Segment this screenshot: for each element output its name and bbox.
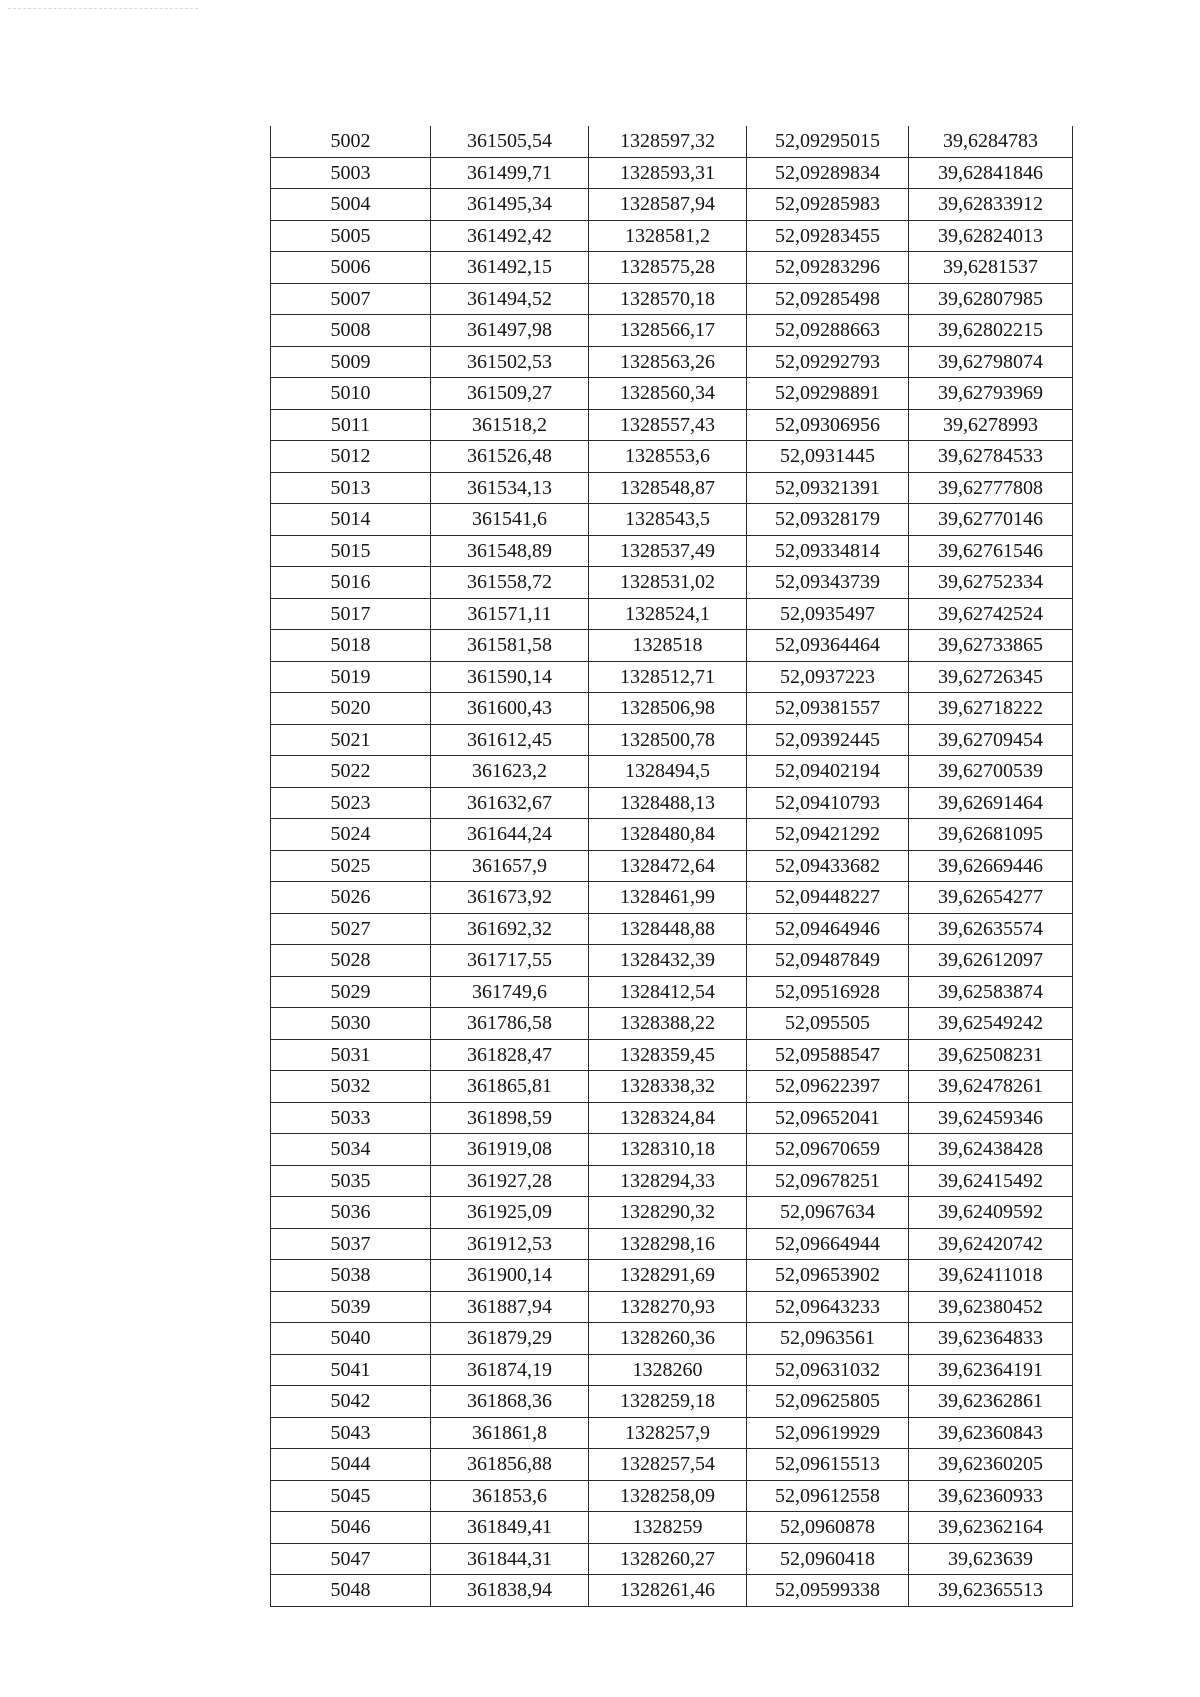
longitude-cell: 39,62742524 (909, 598, 1073, 630)
table-row (271, 1291, 1073, 1323)
x-coordinate-cell: 361692,32 (431, 913, 589, 945)
latitude-cell: 52,09364464 (747, 630, 909, 662)
longitude-cell: 39,62459346 (909, 1102, 1073, 1134)
x-coordinate-cell: 361492,42 (431, 220, 589, 252)
table-row (271, 882, 1073, 914)
table-row (271, 1071, 1073, 1103)
y-coordinate-cell: 1328257,54 (589, 1449, 747, 1481)
latitude-cell: 52,09298891 (747, 378, 909, 410)
point-number-cell: 5031 (271, 1039, 431, 1071)
y-coordinate-cell: 1328260,27 (589, 1543, 747, 1575)
longitude-cell: 39,6284783 (909, 126, 1073, 157)
point-number-cell: 5002 (271, 126, 431, 157)
table-row (271, 126, 1073, 157)
x-coordinate-cell: 361828,47 (431, 1039, 589, 1071)
latitude-cell: 52,09487849 (747, 945, 909, 977)
longitude-cell: 39,62409592 (909, 1197, 1073, 1229)
x-coordinate-cell: 361612,45 (431, 724, 589, 756)
latitude-cell: 52,09643233 (747, 1291, 909, 1323)
latitude-cell: 52,09328179 (747, 504, 909, 536)
point-number-cell: 5032 (271, 1071, 431, 1103)
table-row (271, 598, 1073, 630)
y-coordinate-cell: 1328512,71 (589, 661, 747, 693)
latitude-cell: 52,09402194 (747, 756, 909, 788)
table-row (271, 1449, 1073, 1481)
longitude-cell: 39,62415492 (909, 1165, 1073, 1197)
y-coordinate-cell: 1328270,93 (589, 1291, 747, 1323)
longitude-cell: 39,62798074 (909, 346, 1073, 378)
x-coordinate-cell: 361492,15 (431, 252, 589, 284)
point-number-cell: 5011 (271, 409, 431, 441)
coordinates-table (270, 126, 1073, 1607)
latitude-cell: 52,09410793 (747, 787, 909, 819)
table-row (271, 1039, 1073, 1071)
point-number-cell: 5019 (271, 661, 431, 693)
y-coordinate-cell: 1328388,22 (589, 1008, 747, 1040)
latitude-cell: 52,09599338 (747, 1575, 909, 1607)
y-coordinate-cell: 1328258,09 (589, 1480, 747, 1512)
y-coordinate-cell: 1328461,99 (589, 882, 747, 914)
latitude-cell: 52,09321391 (747, 472, 909, 504)
x-coordinate-cell: 361548,89 (431, 535, 589, 567)
point-number-cell: 5036 (271, 1197, 431, 1229)
table-row (271, 1512, 1073, 1544)
latitude-cell: 52,0967634 (747, 1197, 909, 1229)
point-number-cell: 5015 (271, 535, 431, 567)
y-coordinate-cell: 1328570,18 (589, 283, 747, 315)
longitude-cell: 39,62841846 (909, 157, 1073, 189)
point-number-cell: 5035 (271, 1165, 431, 1197)
point-number-cell: 5048 (271, 1575, 431, 1607)
table-row (271, 1260, 1073, 1292)
table-row (271, 787, 1073, 819)
point-number-cell: 5014 (271, 504, 431, 536)
y-coordinate-cell: 1328553,6 (589, 441, 747, 473)
y-coordinate-cell: 1328261,46 (589, 1575, 747, 1607)
x-coordinate-cell: 361849,41 (431, 1512, 589, 1544)
latitude-cell: 52,09464946 (747, 913, 909, 945)
x-coordinate-cell: 361927,28 (431, 1165, 589, 1197)
table-row (271, 504, 1073, 536)
table-row (271, 1480, 1073, 1512)
x-coordinate-cell: 361673,92 (431, 882, 589, 914)
latitude-cell: 52,0963561 (747, 1323, 909, 1355)
point-number-cell: 5046 (271, 1512, 431, 1544)
point-number-cell: 5006 (271, 252, 431, 284)
longitude-cell: 39,62718222 (909, 693, 1073, 725)
y-coordinate-cell: 1328557,43 (589, 409, 747, 441)
y-coordinate-cell: 1328294,33 (589, 1165, 747, 1197)
table-row (271, 315, 1073, 347)
point-number-cell: 5017 (271, 598, 431, 630)
x-coordinate-cell: 361844,31 (431, 1543, 589, 1575)
latitude-cell: 52,09612558 (747, 1480, 909, 1512)
point-number-cell: 5047 (271, 1543, 431, 1575)
y-coordinate-cell: 1328587,94 (589, 189, 747, 221)
x-coordinate-cell: 361644,24 (431, 819, 589, 851)
y-coordinate-cell: 1328548,87 (589, 472, 747, 504)
x-coordinate-cell: 361657,9 (431, 850, 589, 882)
latitude-cell: 52,09664944 (747, 1228, 909, 1260)
longitude-cell: 39,62360205 (909, 1449, 1073, 1481)
y-coordinate-cell: 1328290,32 (589, 1197, 747, 1229)
latitude-cell: 52,09678251 (747, 1165, 909, 1197)
y-coordinate-cell: 1328488,13 (589, 787, 747, 819)
y-coordinate-cell: 1328359,45 (589, 1039, 747, 1071)
longitude-cell: 39,62793969 (909, 378, 1073, 410)
y-coordinate-cell: 1328259 (589, 1512, 747, 1544)
point-number-cell: 5033 (271, 1102, 431, 1134)
x-coordinate-cell: 361497,98 (431, 315, 589, 347)
point-number-cell: 5034 (271, 1134, 431, 1166)
latitude-cell: 52,09631032 (747, 1354, 909, 1386)
point-number-cell: 5038 (271, 1260, 431, 1292)
longitude-cell: 39,62761546 (909, 535, 1073, 567)
x-coordinate-cell: 361632,67 (431, 787, 589, 819)
x-coordinate-cell: 361874,19 (431, 1354, 589, 1386)
longitude-cell: 39,62691464 (909, 787, 1073, 819)
table-row (271, 724, 1073, 756)
table-row (271, 1386, 1073, 1418)
latitude-cell: 52,0960878 (747, 1512, 909, 1544)
longitude-cell: 39,62360843 (909, 1417, 1073, 1449)
longitude-cell: 39,62833912 (909, 189, 1073, 221)
latitude-cell: 52,09381557 (747, 693, 909, 725)
longitude-cell: 39,62438428 (909, 1134, 1073, 1166)
point-number-cell: 5039 (271, 1291, 431, 1323)
y-coordinate-cell: 1328566,17 (589, 315, 747, 347)
latitude-cell: 52,09295015 (747, 126, 909, 157)
x-coordinate-cell: 361838,94 (431, 1575, 589, 1607)
table-row (271, 252, 1073, 284)
latitude-cell: 52,09421292 (747, 819, 909, 851)
y-coordinate-cell: 1328518 (589, 630, 747, 662)
table-row (271, 756, 1073, 788)
table-row (271, 1228, 1073, 1260)
table-row (271, 1575, 1073, 1607)
x-coordinate-cell: 361919,08 (431, 1134, 589, 1166)
longitude-cell: 39,62654277 (909, 882, 1073, 914)
point-number-cell: 5026 (271, 882, 431, 914)
x-coordinate-cell: 361499,71 (431, 157, 589, 189)
longitude-cell: 39,62362164 (909, 1512, 1073, 1544)
latitude-cell: 52,09289834 (747, 157, 909, 189)
y-coordinate-cell: 1328259,18 (589, 1386, 747, 1418)
y-coordinate-cell: 1328575,28 (589, 252, 747, 284)
point-number-cell: 5021 (271, 724, 431, 756)
point-number-cell: 5023 (271, 787, 431, 819)
latitude-cell: 52,09615513 (747, 1449, 909, 1481)
x-coordinate-cell: 361900,14 (431, 1260, 589, 1292)
table-row (271, 1354, 1073, 1386)
x-coordinate-cell: 361786,58 (431, 1008, 589, 1040)
latitude-cell: 52,09288663 (747, 315, 909, 347)
latitude-cell: 52,09283296 (747, 252, 909, 284)
point-number-cell: 5037 (271, 1228, 431, 1260)
latitude-cell: 52,09292793 (747, 346, 909, 378)
longitude-cell: 39,62635574 (909, 913, 1073, 945)
point-number-cell: 5018 (271, 630, 431, 662)
x-coordinate-cell: 361495,34 (431, 189, 589, 221)
x-coordinate-cell: 361590,14 (431, 661, 589, 693)
y-coordinate-cell: 1328298,16 (589, 1228, 747, 1260)
y-coordinate-cell: 1328260,36 (589, 1323, 747, 1355)
table-row (271, 661, 1073, 693)
x-coordinate-cell: 361887,94 (431, 1291, 589, 1323)
x-coordinate-cell: 361912,53 (431, 1228, 589, 1260)
x-coordinate-cell: 361865,81 (431, 1071, 589, 1103)
x-coordinate-cell: 361861,8 (431, 1417, 589, 1449)
latitude-cell: 52,09622397 (747, 1071, 909, 1103)
x-coordinate-cell: 361600,43 (431, 693, 589, 725)
table-row (271, 976, 1073, 1008)
x-coordinate-cell: 361534,13 (431, 472, 589, 504)
longitude-cell: 39,623639 (909, 1543, 1073, 1575)
point-number-cell: 5025 (271, 850, 431, 882)
longitude-cell: 39,62669446 (909, 850, 1073, 882)
y-coordinate-cell: 1328432,39 (589, 945, 747, 977)
point-number-cell: 5010 (271, 378, 431, 410)
latitude-cell: 52,09343739 (747, 567, 909, 599)
point-number-cell: 5028 (271, 945, 431, 977)
table-row (271, 1417, 1073, 1449)
y-coordinate-cell: 1328524,1 (589, 598, 747, 630)
y-coordinate-cell: 1328597,32 (589, 126, 747, 157)
y-coordinate-cell: 1328338,32 (589, 1071, 747, 1103)
table-row (271, 283, 1073, 315)
x-coordinate-cell: 361717,55 (431, 945, 589, 977)
point-number-cell: 5009 (271, 346, 431, 378)
longitude-cell: 39,62583874 (909, 976, 1073, 1008)
longitude-cell: 39,62364833 (909, 1323, 1073, 1355)
table-row (271, 378, 1073, 410)
latitude-cell: 52,09283455 (747, 220, 909, 252)
y-coordinate-cell: 1328260 (589, 1354, 747, 1386)
point-number-cell: 5012 (271, 441, 431, 473)
table-row (271, 1102, 1073, 1134)
table-row (271, 346, 1073, 378)
point-number-cell: 5024 (271, 819, 431, 851)
point-number-cell: 5022 (271, 756, 431, 788)
x-coordinate-cell: 361494,52 (431, 283, 589, 315)
table-row (271, 630, 1073, 662)
longitude-cell: 39,62365513 (909, 1575, 1073, 1607)
point-number-cell: 5027 (271, 913, 431, 945)
point-number-cell: 5004 (271, 189, 431, 221)
y-coordinate-cell: 1328480,84 (589, 819, 747, 851)
table-row (271, 157, 1073, 189)
longitude-cell: 39,62752334 (909, 567, 1073, 599)
longitude-cell: 39,62784533 (909, 441, 1073, 473)
table-row (271, 913, 1073, 945)
y-coordinate-cell: 1328543,5 (589, 504, 747, 536)
table-row (271, 1543, 1073, 1575)
y-coordinate-cell: 1328412,54 (589, 976, 747, 1008)
longitude-cell: 39,62420742 (909, 1228, 1073, 1260)
y-coordinate-cell: 1328531,02 (589, 567, 747, 599)
table-row (271, 409, 1073, 441)
table-row (271, 441, 1073, 473)
longitude-cell: 39,62824013 (909, 220, 1073, 252)
latitude-cell: 52,09588547 (747, 1039, 909, 1071)
table-row (271, 1008, 1073, 1040)
latitude-cell: 52,09306956 (747, 409, 909, 441)
latitude-cell: 52,0931445 (747, 441, 909, 473)
point-number-cell: 5044 (271, 1449, 431, 1481)
longitude-cell: 39,62807985 (909, 283, 1073, 315)
y-coordinate-cell: 1328310,18 (589, 1134, 747, 1166)
y-coordinate-cell: 1328506,98 (589, 693, 747, 725)
latitude-cell: 52,09625805 (747, 1386, 909, 1418)
latitude-cell: 52,09670659 (747, 1134, 909, 1166)
latitude-cell: 52,09285498 (747, 283, 909, 315)
longitude-cell: 39,62777808 (909, 472, 1073, 504)
longitude-cell: 39,62709454 (909, 724, 1073, 756)
x-coordinate-cell: 361879,29 (431, 1323, 589, 1355)
x-coordinate-cell: 361925,09 (431, 1197, 589, 1229)
table-row (271, 535, 1073, 567)
y-coordinate-cell: 1328563,26 (589, 346, 747, 378)
coordinates-table-body (271, 126, 1073, 1606)
longitude-cell: 39,62681095 (909, 819, 1073, 851)
table-row (271, 819, 1073, 851)
table-row (271, 1323, 1073, 1355)
y-coordinate-cell: 1328494,5 (589, 756, 747, 788)
x-coordinate-cell: 361898,59 (431, 1102, 589, 1134)
point-number-cell: 5045 (271, 1480, 431, 1512)
latitude-cell: 52,09619929 (747, 1417, 909, 1449)
longitude-cell: 39,62733865 (909, 630, 1073, 662)
longitude-cell: 39,62612097 (909, 945, 1073, 977)
table-row (271, 472, 1073, 504)
table-row (271, 567, 1073, 599)
point-number-cell: 5003 (271, 157, 431, 189)
table-row (271, 220, 1073, 252)
latitude-cell: 52,0960418 (747, 1543, 909, 1575)
point-number-cell: 5020 (271, 693, 431, 725)
point-number-cell: 5043 (271, 1417, 431, 1449)
point-number-cell: 5041 (271, 1354, 431, 1386)
longitude-cell: 39,62360933 (909, 1480, 1073, 1512)
y-coordinate-cell: 1328472,64 (589, 850, 747, 882)
point-number-cell: 5040 (271, 1323, 431, 1355)
latitude-cell: 52,09448227 (747, 882, 909, 914)
table-row (271, 1197, 1073, 1229)
longitude-cell: 39,62411018 (909, 1260, 1073, 1292)
point-number-cell: 5007 (271, 283, 431, 315)
table-row (271, 945, 1073, 977)
latitude-cell: 52,09653902 (747, 1260, 909, 1292)
longitude-cell: 39,62380452 (909, 1291, 1073, 1323)
longitude-cell: 39,62549242 (909, 1008, 1073, 1040)
longitude-cell: 39,62726345 (909, 661, 1073, 693)
longitude-cell: 39,62362861 (909, 1386, 1073, 1418)
latitude-cell: 52,09652041 (747, 1102, 909, 1134)
longitude-cell: 39,6281537 (909, 252, 1073, 284)
scan-artifact (8, 8, 198, 12)
table-row (271, 1165, 1073, 1197)
y-coordinate-cell: 1328560,34 (589, 378, 747, 410)
latitude-cell: 52,09285983 (747, 189, 909, 221)
x-coordinate-cell: 361502,53 (431, 346, 589, 378)
y-coordinate-cell: 1328257,9 (589, 1417, 747, 1449)
y-coordinate-cell: 1328593,31 (589, 157, 747, 189)
x-coordinate-cell: 361518,2 (431, 409, 589, 441)
latitude-cell: 52,0935497 (747, 598, 909, 630)
x-coordinate-cell: 361749,6 (431, 976, 589, 1008)
point-number-cell: 5042 (271, 1386, 431, 1418)
x-coordinate-cell: 361856,88 (431, 1449, 589, 1481)
longitude-cell: 39,62364191 (909, 1354, 1073, 1386)
longitude-cell: 39,62700539 (909, 756, 1073, 788)
y-coordinate-cell: 1328500,78 (589, 724, 747, 756)
point-number-cell: 5030 (271, 1008, 431, 1040)
x-coordinate-cell: 361571,11 (431, 598, 589, 630)
x-coordinate-cell: 361509,27 (431, 378, 589, 410)
latitude-cell: 52,095505 (747, 1008, 909, 1040)
longitude-cell: 39,6278993 (909, 409, 1073, 441)
x-coordinate-cell: 361581,58 (431, 630, 589, 662)
point-number-cell: 5029 (271, 976, 431, 1008)
longitude-cell: 39,62770146 (909, 504, 1073, 536)
x-coordinate-cell: 361868,36 (431, 1386, 589, 1418)
longitude-cell: 39,62478261 (909, 1071, 1073, 1103)
x-coordinate-cell: 361526,48 (431, 441, 589, 473)
table-row (271, 1134, 1073, 1166)
y-coordinate-cell: 1328448,88 (589, 913, 747, 945)
point-number-cell: 5016 (271, 567, 431, 599)
y-coordinate-cell: 1328324,84 (589, 1102, 747, 1134)
x-coordinate-cell: 361558,72 (431, 567, 589, 599)
longitude-cell: 39,62508231 (909, 1039, 1073, 1071)
x-coordinate-cell: 361623,2 (431, 756, 589, 788)
longitude-cell: 39,62802215 (909, 315, 1073, 347)
table-row (271, 189, 1073, 221)
latitude-cell: 52,09334814 (747, 535, 909, 567)
x-coordinate-cell: 361541,6 (431, 504, 589, 536)
table-row (271, 850, 1073, 882)
point-number-cell: 5005 (271, 220, 431, 252)
point-number-cell: 5013 (271, 472, 431, 504)
point-number-cell: 5008 (271, 315, 431, 347)
latitude-cell: 52,09392445 (747, 724, 909, 756)
y-coordinate-cell: 1328581,2 (589, 220, 747, 252)
x-coordinate-cell: 361505,54 (431, 126, 589, 157)
x-coordinate-cell: 361853,6 (431, 1480, 589, 1512)
y-coordinate-cell: 1328291,69 (589, 1260, 747, 1292)
latitude-cell: 52,09516928 (747, 976, 909, 1008)
y-coordinate-cell: 1328537,49 (589, 535, 747, 567)
table-row (271, 693, 1073, 725)
latitude-cell: 52,09433682 (747, 850, 909, 882)
latitude-cell: 52,0937223 (747, 661, 909, 693)
